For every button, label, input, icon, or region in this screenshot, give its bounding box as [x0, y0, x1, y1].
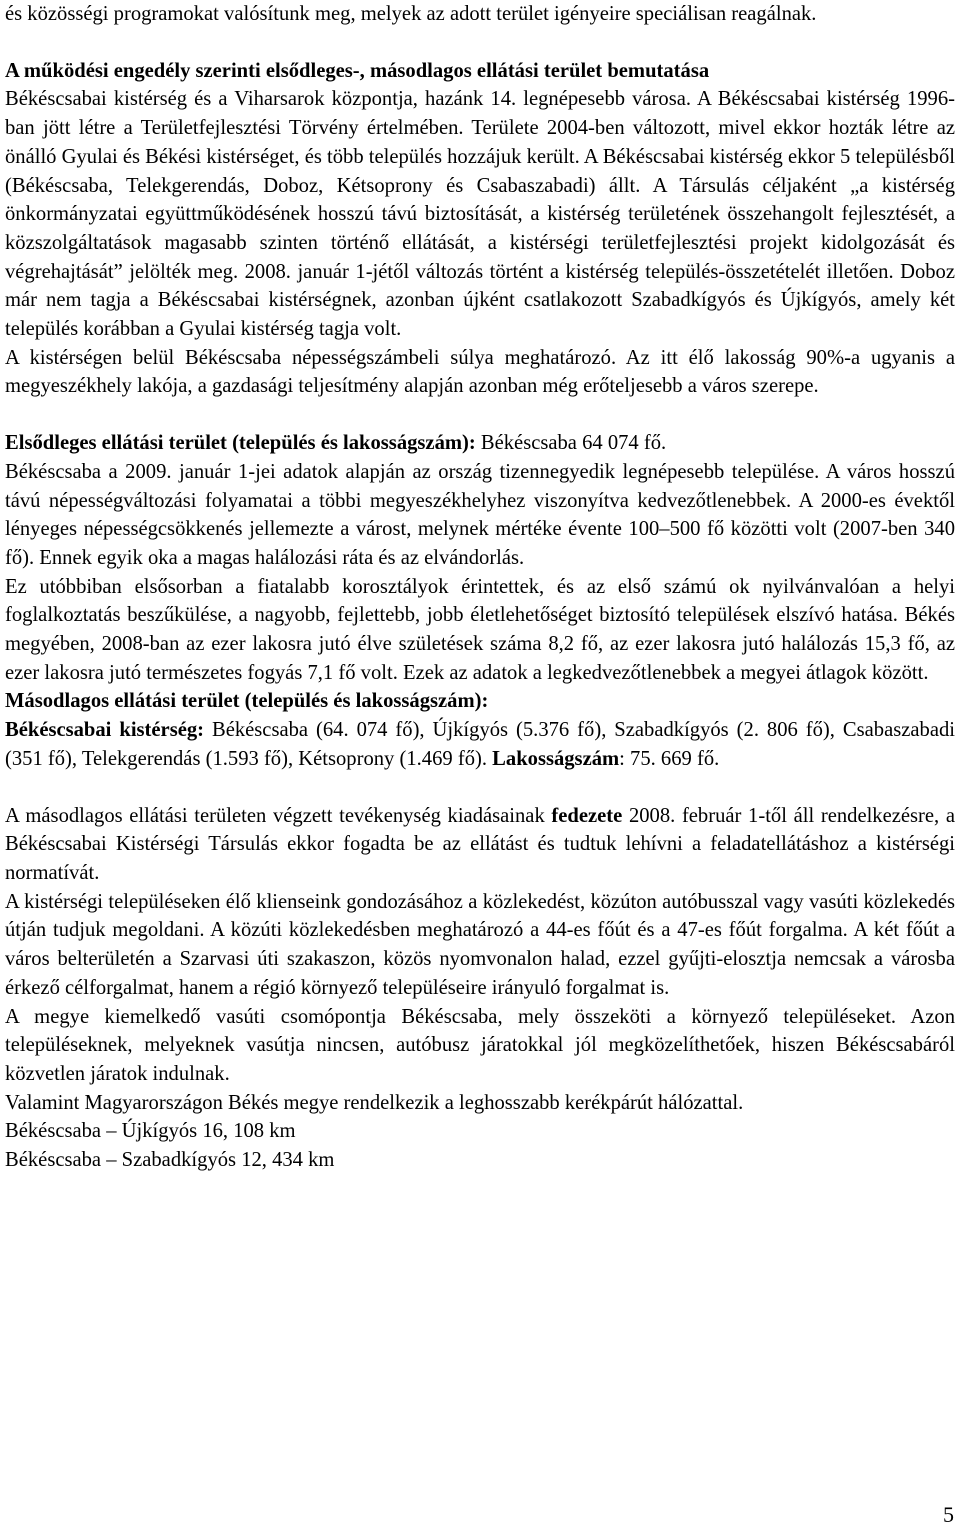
- paragraph-funding: A másodlagos ellátási területen végzett tevékenység kiadásainak fedezete 2008. február 1-től áll rendelkezésre, a Békéscsabai Kistérségi Társulás ekkor fogadta be az ellátást és tudtuk lehívni a feladatellátáshoz a kistérségi normatívát.: [5, 804, 955, 884]
- paragraph-transport: A kistérségi településeken élő klienseink gondozásához a közlekedést, közúton autóbusszal vagy vasúti közlekedés útján tudjuk megoldani. A közúti közlekedésben meghatározó a 44-es főút és a 47-es főút forgalma. A két főút a város belterületén a Szarvasi úti szakaszon, közös nyomvonalon halad, ezzel gyűjti-elosztja nemcsak a városba érkező célforgalmat, hanem a régió környező településeire irányuló forgalmat is.: [5, 890, 955, 999]
- section-heading-area: A működési engedély szerinti elsődleges-, másodlagos ellátási terület bemutatása: [5, 59, 710, 82]
- paragraph-kisterseg: Békéscsabai kistérség és a Viharsarok központja, hazánk 14. legnépesebb városa. A Békéscsabai kistérség 1996-ban jött létre a Területfejlesztési Törvény értelmében. Területe 2004-ben változott, mivel ekkor hozták létre az önálló Gyulai és Békési kistérséget, és több település hozzájuk került. A Békéscsabai kistérség ekkor 5 településből (Békéscsaba, Telekgerendás, Doboz, Kétsoprony és Csabaszabadi) állt. A Társulás céljaként „a kistérség önkormányzatai együttműködésének hosszú távú biztosítását, a kistérség területének összehangolt fejlesztését, a közszolgáltatások magasabb szinten történő ellátását, a kistérségi területfejlesztési projekt kidolgozását és végrehajtását” jelölték meg. 2008. január 1-jétől változás történt a kistérség település-összetételét illetően. Doboz már nem tagja a Békéscsabai kistérségnek, azonban újként csatlakozott Szabadkígyós és Újkígyós, amely két település korábban a Gyulai kistérség tagja volt.: [5, 88, 955, 341]
- spacer: [5, 29, 955, 57]
- paragraph-bekescsaba: Békéscsaba a 2009. január 1-jei adatok alapján az ország tizennegyedik legnépesebb települése. A város hosszú távú népességváltozási folyamatai a többi megyeszékhelyhez viszonyítva kedvezőtlenebbek. A 2000-es évektől lényeges népességcsökkenés jellemezte a várost, melynek mértéke évente 100–500 fő közötti volt (2007-ben 340 fő). Ennek egyik oka a magas halálozási ráta és az elvándorlás.: [5, 460, 955, 569]
- distance-ujkigyos: Békéscsaba – Újkígyós 16, 108 km: [5, 1120, 296, 1143]
- paragraph-secondary-list: Békéscsabai kistérség: Békéscsaba (64. 074 fő), Újkígyós (5.376 fő), Szabadkígyós (2. 806 fő), Csabaszabadi (351 fő), Telekgerendás (1.593 fő), Kétsoprony (1.469 fő). Lakosságszám: 75. 669 fő.: [5, 719, 955, 770]
- spacer: [5, 401, 955, 429]
- paragraph-nepesseg: A kistérségen belül Békéscsaba népességszámbeli súlya meghatározó. Az itt élő lakosság 90%-a ugyanis a megyeszékhely lakója, a gazdasági teljesítmény alapján azonban még erőteljesebb a város szerepe.: [5, 346, 955, 398]
- document-page: [5, 0, 955, 1175]
- paragraph-primary-area: Elsődleges ellátási terület (település és lakosságszám): Békéscsaba 64 074 fő.: [5, 432, 667, 455]
- distance-szabadkigyos: Békéscsaba – Szabadkígyós 12, 434 km: [5, 1149, 335, 1172]
- paragraph-intro: és közösségi programokat valósítunk meg, melyek az adott terület igényeire speciálisan reagálnak.: [5, 3, 817, 25]
- section-heading-secondary: Másodlagos ellátási terület (település és lakosságszám):: [5, 690, 489, 713]
- paragraph-migration: Ez utóbbiban elsősorban a fiatalabb korosztályok érintettek, és az első számú ok nyilvánvalóan a helyi foglalkoztatás beszűkülése, a nagyobb, fejlettebb, jobb életlehetőséget biztosító települések elszívó hatása. Békés megyében, 2008-ban az ezer lakosra jutó élve születések száma 8,2 fő, az ezer lakosra jutó halálozás 15,3 fő, az ezer lakosra jutó természetes fogyás 7,1 fő volt. Ezek az adatok a legkedvezőtlenebbek a megyei átlagok között.: [5, 575, 955, 684]
- page-number: 5: [943, 1502, 954, 1527]
- spacer: [5, 774, 955, 802]
- paragraph-bikepath: Valamint Magyarországon Békés megye rendelkezik a leghosszabb kerékpárút hálózattal.: [5, 1091, 744, 1114]
- paragraph-railway: A megye kiemelkedő vasúti csomópontja Békéscsaba, mely összeköti a környező településeket. Azon településeknek, melyeknek vasútja nincsen, autóbusz járatokkal jól megközelíthetőek, hiszen Békéscsabáról közvetlen járatok indulnak.: [5, 1005, 955, 1085]
